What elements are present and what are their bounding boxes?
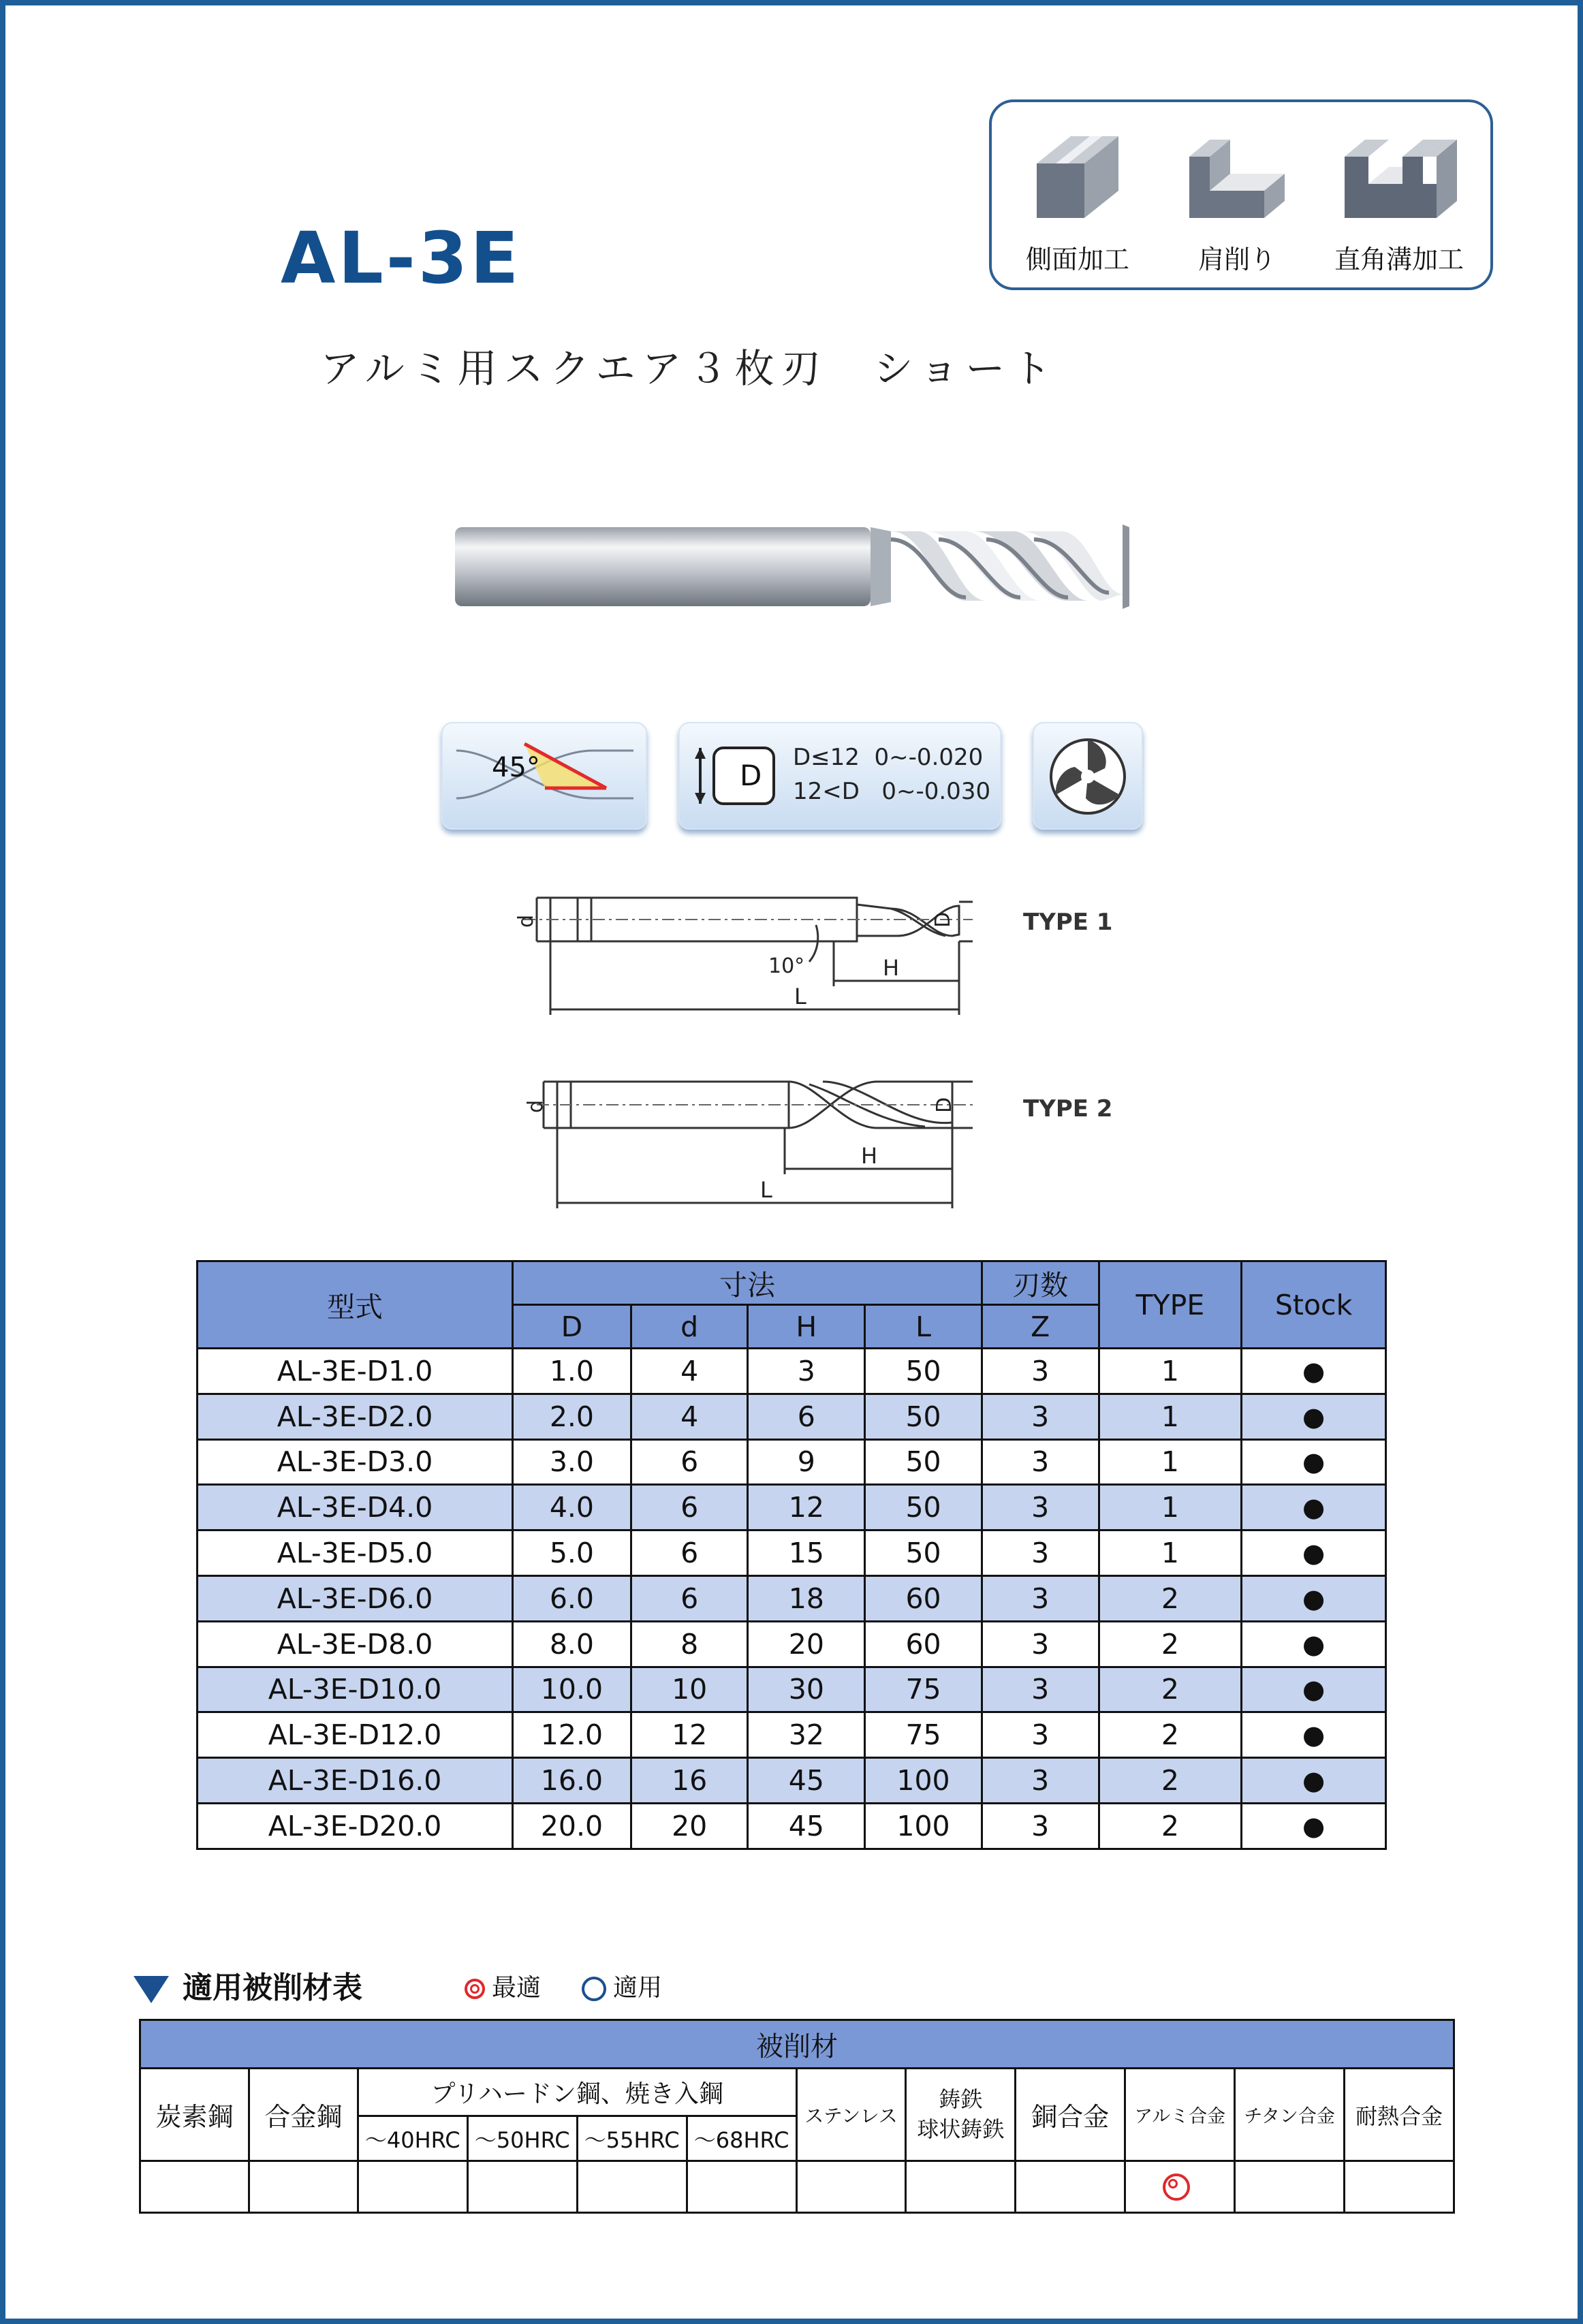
cell-H: 3	[748, 1349, 865, 1394]
cell-H: 32	[748, 1712, 865, 1758]
mat-mark-9	[1125, 2161, 1235, 2213]
spec-table-body	[198, 1349, 1386, 1849]
mat-col-7: 鋳鉄 球状鋳鉄	[906, 2069, 1016, 2161]
col-model: 型式	[198, 1261, 513, 1349]
type2-L-label: L	[760, 1177, 772, 1203]
legend-best-text: 最適	[492, 1974, 542, 2002]
cell-type: 2	[1099, 1712, 1242, 1758]
single-circle-icon	[582, 1977, 606, 2001]
cell-stock: ●	[1242, 1712, 1386, 1758]
cell-stock: ●	[1242, 1394, 1386, 1439]
cell-L: 75	[865, 1667, 982, 1712]
cell-type: 2	[1099, 1803, 1242, 1849]
materials-marks-row	[140, 2161, 1454, 2213]
cell-d: 4	[631, 1394, 748, 1439]
cell-type: 2	[1099, 1667, 1242, 1712]
mat-mark-4	[577, 2161, 687, 2213]
cell-model: AL-3E-D2.0	[198, 1394, 513, 1439]
cell-H: 15	[748, 1530, 865, 1576]
table-row	[198, 1439, 1386, 1485]
materials-header: 被削材	[140, 2020, 1454, 2069]
mat-col-4: ～55HRC	[577, 2116, 687, 2161]
mat-col-6: ステンレス	[796, 2069, 906, 2161]
cell-d: 4	[631, 1349, 748, 1394]
cell-Z: 3	[982, 1621, 1099, 1667]
cell-model: AL-3E-D12.0	[198, 1712, 513, 1758]
col-type: TYPE	[1099, 1261, 1242, 1349]
flute-section-badge	[1033, 722, 1143, 830]
cell-model: AL-3E-D6.0	[198, 1575, 513, 1621]
type2-D-label: D	[932, 1097, 956, 1113]
mat-mark-1	[249, 2161, 358, 2213]
cell-model: AL-3E-D20.0	[198, 1803, 513, 1849]
cell-L: 60	[865, 1575, 982, 1621]
mat-mark-8	[1016, 2161, 1125, 2213]
cell-Z: 3	[982, 1667, 1099, 1712]
cell-type: 1	[1099, 1530, 1242, 1576]
materials-table	[139, 2019, 1455, 2214]
cell-L: 50	[865, 1485, 982, 1530]
mat-col-2: ～40HRC	[358, 2116, 467, 2161]
mat-mark-3	[467, 2161, 577, 2213]
mat-mark-5	[687, 2161, 796, 2213]
table-row	[198, 1349, 1386, 1394]
cell-model: AL-3E-D16.0	[198, 1758, 513, 1804]
mat-col-8: 銅合金	[1016, 2069, 1125, 2161]
mat-col-3: ～50HRC	[467, 2116, 577, 2161]
legend-best	[465, 1968, 541, 2003]
tolerance-line-2: 12<D 0~-0.030	[793, 778, 991, 805]
table-row	[198, 1394, 1386, 1439]
type1-L-label: L	[794, 984, 806, 1009]
cell-H: 45	[748, 1803, 865, 1849]
table-row	[198, 1575, 1386, 1621]
cell-d: 6	[631, 1575, 748, 1621]
cell-model: AL-3E-D3.0	[198, 1439, 513, 1485]
type2-drawing	[523, 1068, 973, 1211]
double-circle-icon	[1163, 2173, 1190, 2201]
mat-prehardened: プリハードン鋼、焼き入鋼	[358, 2069, 796, 2116]
cell-L: 60	[865, 1621, 982, 1667]
table-row	[198, 1667, 1386, 1712]
type1-D-label: D	[931, 911, 955, 928]
col-d: d	[631, 1305, 748, 1349]
table-row	[198, 1530, 1386, 1576]
cell-D: 3.0	[513, 1439, 631, 1485]
type2-d-label: d	[524, 1099, 548, 1113]
col-Z: Z	[982, 1305, 1099, 1349]
cell-type: 1	[1099, 1485, 1242, 1530]
cell-type: 1	[1099, 1394, 1242, 1439]
type1-H-label: H	[883, 955, 900, 981]
cell-model: AL-3E-D5.0	[198, 1530, 513, 1576]
helix-angle-badge	[441, 722, 647, 830]
table-row	[198, 1485, 1386, 1530]
cell-H: 6	[748, 1394, 865, 1439]
cell-H: 20	[748, 1621, 865, 1667]
cell-Z: 3	[982, 1712, 1099, 1758]
type2-label: TYPE 2	[1023, 1095, 1113, 1122]
cell-H: 18	[748, 1575, 865, 1621]
mat-mark-0	[140, 2161, 249, 2213]
cell-L: 50	[865, 1530, 982, 1576]
cell-H: 12	[748, 1485, 865, 1530]
mat-mark-6	[796, 2161, 906, 2213]
type1-d-label: d	[514, 914, 538, 928]
tolerance-symbol: D	[740, 759, 762, 792]
cell-H: 9	[748, 1439, 865, 1485]
cell-Z: 3	[982, 1349, 1099, 1394]
table-row	[198, 1758, 1386, 1804]
cell-model: AL-3E-D8.0	[198, 1621, 513, 1667]
cell-L: 50	[865, 1439, 982, 1485]
type1-drawing	[510, 884, 973, 1018]
cell-H: 45	[748, 1758, 865, 1804]
table-row	[198, 1621, 1386, 1667]
cell-stock: ●	[1242, 1621, 1386, 1667]
col-stock: Stock	[1242, 1261, 1386, 1349]
cell-d: 10	[631, 1667, 748, 1712]
cell-model: AL-3E-D4.0	[198, 1485, 513, 1530]
cell-D: 1.0	[513, 1349, 631, 1394]
mat-mark-2	[358, 2161, 467, 2213]
cell-H: 30	[748, 1667, 865, 1712]
spec-table	[196, 1260, 1387, 1850]
materials-heading	[134, 1963, 362, 2007]
process-label: 側面加工	[1025, 245, 1129, 274]
catalog-page	[5, 5, 1578, 2319]
cell-D: 20.0	[513, 1803, 631, 1849]
cell-Z: 3	[982, 1439, 1099, 1485]
cell-D: 12.0	[513, 1712, 631, 1758]
cell-D: 6.0	[513, 1575, 631, 1621]
mat-mark-7	[906, 2161, 1016, 2213]
cell-d: 20	[631, 1803, 748, 1849]
table-row	[198, 1803, 1386, 1849]
double-circle-icon	[465, 1979, 485, 1999]
cell-D: 2.0	[513, 1394, 631, 1439]
process-label: 肩削り	[1197, 245, 1276, 274]
shoulder-milling-icon	[1182, 129, 1291, 225]
table-row	[198, 1712, 1386, 1758]
process-side-milling	[996, 129, 1159, 276]
cell-d: 12	[631, 1712, 748, 1758]
col-H: H	[748, 1305, 865, 1349]
type1-angle-label: 10°	[768, 954, 805, 978]
cell-D: 4.0	[513, 1485, 631, 1530]
cell-stock: ●	[1242, 1758, 1386, 1804]
diameter-symbol-icon	[680, 723, 789, 828]
cell-d: 6	[631, 1530, 748, 1576]
cell-d: 6	[631, 1439, 748, 1485]
legend-ok	[582, 1968, 662, 2003]
col-dims: 寸法	[513, 1261, 982, 1305]
cell-L: 100	[865, 1803, 982, 1849]
cell-type: 1	[1099, 1349, 1242, 1394]
cell-d: 8	[631, 1621, 748, 1667]
type2-H-label: H	[861, 1143, 878, 1169]
cell-D: 5.0	[513, 1530, 631, 1576]
process-label: 直角溝加工	[1334, 245, 1464, 274]
process-slotting	[1317, 129, 1481, 276]
col-L: L	[865, 1305, 982, 1349]
cell-type: 2	[1099, 1621, 1242, 1667]
tolerance-badge	[678, 722, 1001, 830]
type1-label: TYPE 1	[1023, 909, 1113, 936]
product-subtitle: アルミ用スクエア３枚刃 ショート	[320, 345, 1059, 392]
materials-heading-text: 適用被削材表	[183, 1970, 362, 2005]
legend-ok-text: 適用	[613, 1974, 663, 2002]
cell-L: 50	[865, 1394, 982, 1439]
cell-model: AL-3E-D1.0	[198, 1349, 513, 1394]
helix-angle-icon	[443, 723, 646, 828]
cell-Z: 3	[982, 1394, 1099, 1439]
cell-type: 2	[1099, 1575, 1242, 1621]
cell-stock: ●	[1242, 1439, 1386, 1485]
mat-col-10: チタン合金	[1235, 2069, 1345, 2161]
mat-col-9: アルミ合金	[1125, 2069, 1235, 2161]
cell-stock: ●	[1242, 1575, 1386, 1621]
cell-D: 8.0	[513, 1621, 631, 1667]
cell-stock: ●	[1242, 1349, 1386, 1394]
cell-D: 10.0	[513, 1667, 631, 1712]
triangle-down-icon	[134, 1976, 169, 2003]
cell-stock: ●	[1242, 1530, 1386, 1576]
mat-mark-11	[1345, 2161, 1454, 2213]
cell-Z: 3	[982, 1803, 1099, 1849]
product-title: AL-3E	[281, 217, 522, 300]
cell-stock: ●	[1242, 1667, 1386, 1712]
cell-type: 2	[1099, 1758, 1242, 1804]
end-mill-photo	[448, 512, 1143, 621]
cell-L: 75	[865, 1712, 982, 1758]
cell-D: 16.0	[513, 1758, 631, 1804]
mat-mark-10	[1235, 2161, 1345, 2213]
tolerance-line-1: D≤12 0~-0.020	[793, 744, 984, 771]
helix-angle-value: 45°	[492, 752, 540, 783]
side-milling-icon	[1030, 129, 1125, 225]
mat-col-11: 耐熱合金	[1345, 2069, 1454, 2161]
col-flutes: 刃数	[982, 1261, 1099, 1305]
cell-L: 50	[865, 1349, 982, 1394]
process-types-box	[989, 99, 1493, 290]
mat-col-5: ～68HRC	[687, 2116, 796, 2161]
cell-model: AL-3E-D10.0	[198, 1667, 513, 1712]
cell-d: 16	[631, 1758, 748, 1804]
cell-Z: 3	[982, 1530, 1099, 1576]
mat-col-0: 炭素鋼	[140, 2069, 249, 2161]
slotting-icon	[1338, 129, 1460, 225]
cell-stock: ●	[1242, 1485, 1386, 1530]
col-D: D	[513, 1305, 631, 1349]
cell-d: 6	[631, 1485, 748, 1530]
mat-col-1: 合金鋼	[249, 2069, 358, 2161]
cell-stock: ●	[1242, 1803, 1386, 1849]
process-shoulder-milling	[1155, 129, 1319, 276]
three-flute-section-icon	[1034, 723, 1142, 828]
cell-Z: 3	[982, 1575, 1099, 1621]
cell-L: 100	[865, 1758, 982, 1804]
cell-Z: 3	[982, 1485, 1099, 1530]
cell-type: 1	[1099, 1439, 1242, 1485]
cell-Z: 3	[982, 1758, 1099, 1804]
